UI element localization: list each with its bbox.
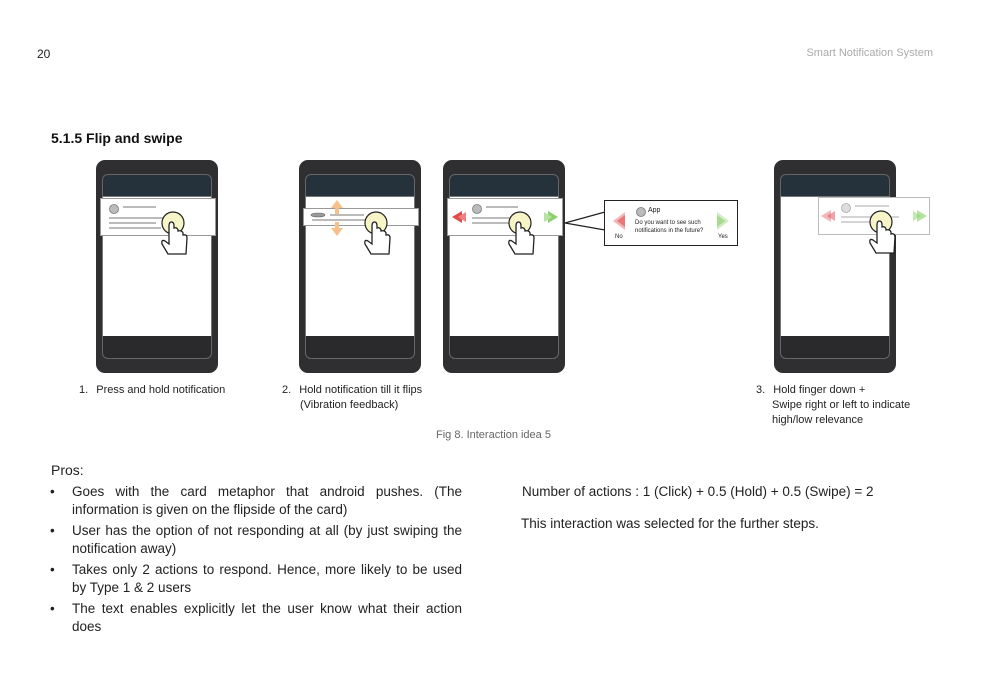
phone-mockup-2 — [299, 160, 421, 373]
list-item — [50, 483, 462, 519]
popup-yes-label: Yes — [718, 234, 728, 240]
step-number: 1. — [79, 384, 89, 396]
list-item-text: Goes with the card metaphor that android pushes. (The information is given on the flipside of the card) — [72, 484, 462, 517]
hand-pointer-icon — [503, 208, 543, 260]
list-item-text: The text enables explicitly let the user know what their action does — [72, 601, 462, 634]
phone-mockup-4 — [774, 160, 896, 373]
bullet: • — [50, 601, 55, 616]
list-item — [50, 561, 462, 597]
navigation-bar — [305, 336, 415, 359]
status-bar — [305, 174, 415, 197]
callout-pointer — [564, 210, 606, 234]
step-text-line-2: Swipe right or left to indicate — [772, 399, 911, 411]
step-text: Hold finger down + — [773, 384, 866, 396]
bullet: • — [50, 484, 55, 499]
pros-heading: Pros: — [51, 462, 84, 478]
step-text: Hold notification till it flips — [299, 384, 423, 396]
document-title: Smart Notification System — [806, 47, 933, 59]
navigation-bar — [449, 336, 559, 359]
flip-side-popup — [604, 200, 738, 246]
selection-note: This interaction was selected for the further steps. — [521, 516, 819, 531]
page-number: 20 — [37, 47, 51, 61]
step-caption-2 — [282, 383, 422, 413]
list-item — [50, 522, 462, 558]
figure-caption: Fig 8. Interaction idea 5 — [436, 429, 551, 441]
step-number: 3. — [756, 384, 766, 396]
list-item-text: User has the option of not responding at all (by just swiping the notification away) — [72, 523, 462, 556]
pros-list — [50, 483, 462, 639]
list-item — [50, 600, 462, 636]
bullet: • — [50, 523, 55, 538]
popup-question-line-2: notifications in the future? — [635, 228, 704, 234]
section-title: 5.1.5 Flip and swipe — [51, 130, 183, 146]
status-bar — [780, 174, 890, 197]
navigation-bar — [780, 336, 890, 359]
bullet: • — [50, 562, 55, 577]
hand-pointer-icon — [359, 208, 399, 260]
popup-app-name: App — [648, 207, 661, 214]
flip-arrows-icon — [327, 198, 347, 238]
app-icon — [635, 206, 647, 218]
popup-question-line-1: Do you want to see such — [635, 220, 701, 226]
step-caption-3 — [756, 383, 910, 428]
status-bar — [102, 174, 212, 197]
red-arrow-icon — [611, 209, 627, 233]
popup-no-label: No — [615, 234, 623, 240]
status-bar — [449, 174, 559, 197]
hand-pointer-icon — [864, 207, 904, 259]
actions-count: Number of actions : 1 (Click) + 0.5 (Hold) + 0.5 (Swipe) = 2 — [522, 484, 874, 499]
step-text-line-3: high/low relevance — [772, 414, 864, 426]
phone-mockup-1 — [96, 160, 218, 373]
step-number: 2. — [282, 384, 292, 396]
step-text: Press and hold notification — [96, 384, 226, 396]
step-text-line-2: (Vibration feedback) — [300, 399, 399, 411]
navigation-bar — [102, 336, 212, 359]
list-item-text: Takes only 2 actions to respond. Hence, more likely to be used by Type 1 & 2 users — [72, 562, 462, 595]
phone-mockup-3 — [443, 160, 565, 373]
green-arrow-icon — [715, 209, 731, 233]
hand-pointer-icon — [156, 208, 196, 260]
popup-question — [635, 219, 715, 235]
step-caption-1 — [79, 383, 225, 398]
